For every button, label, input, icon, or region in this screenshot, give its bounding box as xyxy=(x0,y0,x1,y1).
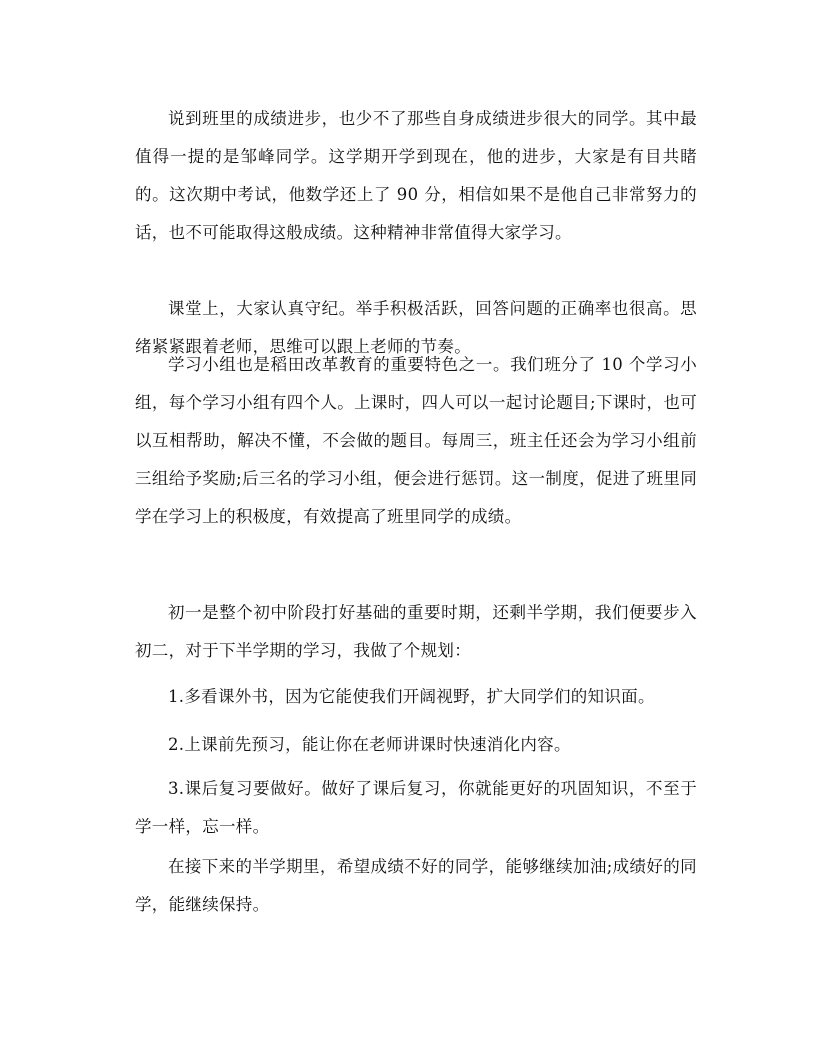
plan-item-1: 1.多看课外书，因为它能使我们开阔视野，扩大同学们的知识面。 xyxy=(168,687,655,706)
paragraph-progress-students: 说到班里的成绩进步，也少不了那些自身成绩进步很大的同学。其中最值得一提的是邹峰同学。这学期开学到现在，他的进步，大家是有目共睹的。这次期中考试，他数学还上了 90 分，相信如果不是他自己非常努力的话，也不可能取得这般成绩。这种精神非常值得大家学习。 xyxy=(135,109,697,242)
paragraph-closing: 在接下来的半学期里，希望成绩不好的同学，能够继续加油;成绩好的同学，能继续保持。 xyxy=(135,857,697,914)
paragraph-study-groups: 学习小组也是稻田改革教育的重要特色之一。我们班分了 10 个学习小组，每个学习小组有四个人。上课时，四人可以一起讨论题目;下课时，也可以互相帮助，解决不懂，不会做的题目。每周三，班主任还会为学习小组前三组给予奖励;后三名的学习小组，便会进行惩罚。这一制度，促进了班里同学在学习上的积极度，有效提高了班里同学的成绩。 xyxy=(135,355,697,526)
plan-item-2: 2.上课前先预习，能让你在老师讲课时快速消化内容。 xyxy=(168,735,571,754)
paragraph-semester-plan-intro: 初一是整个初中阶段打好基础的重要时期，还剩半学期，我们便要步入初二，对于下半学期的学习，我做了个规划： xyxy=(135,603,697,660)
paragraph-classroom-discipline: 课堂上，大家认真守纪。举手积极活跃，回答问题的正确率也很高。思绪紧紧跟着老师，思维可以跟上老师的节奏。 xyxy=(135,299,697,356)
plan-item-3: 3.课后复习要做好。做好了课后复习，你就能更好的巩固知识，不至于学一样，忘一样。 xyxy=(135,779,697,836)
